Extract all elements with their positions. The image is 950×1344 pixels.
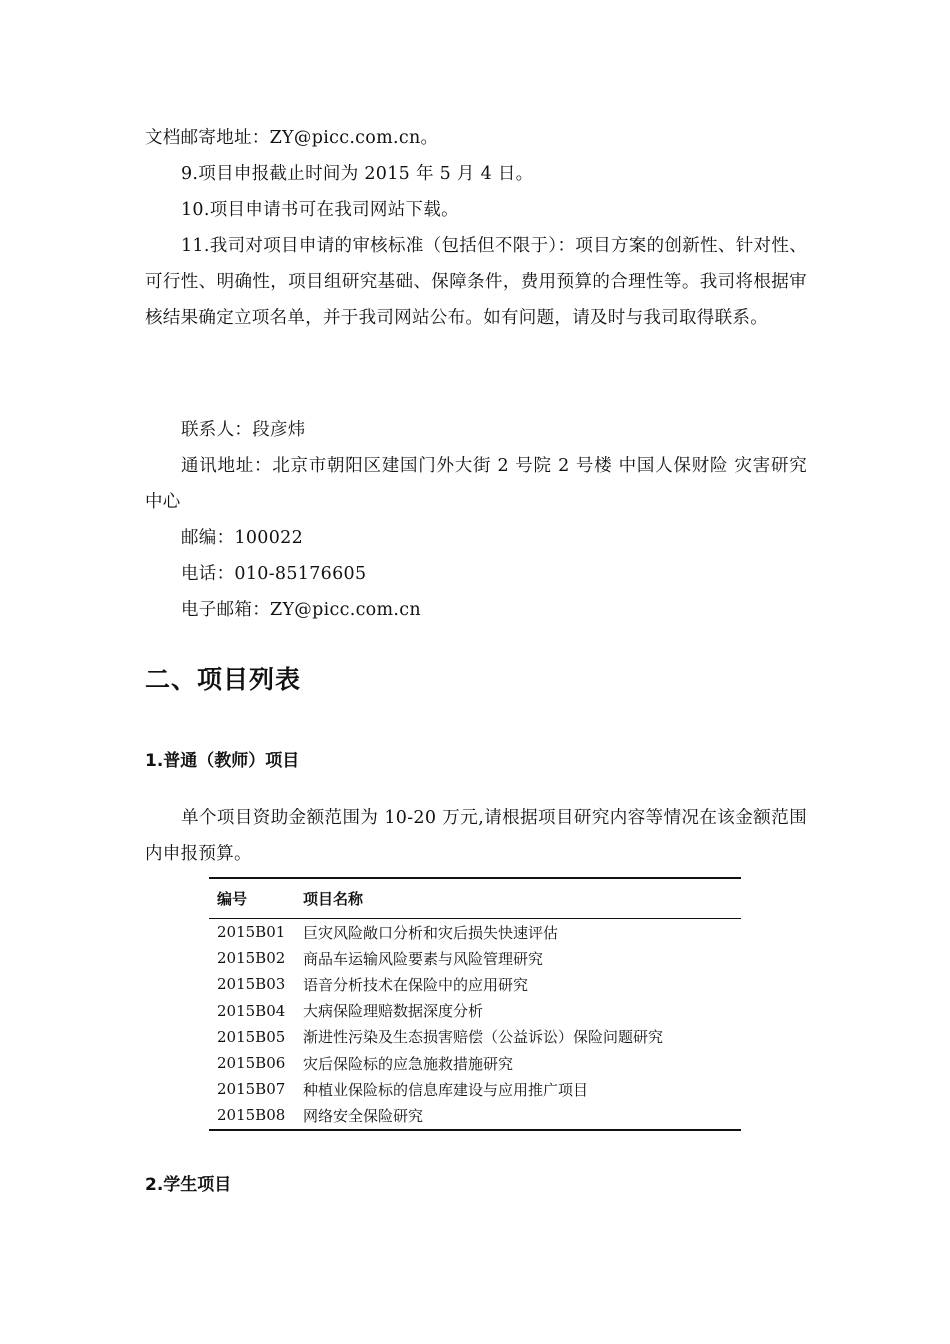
project-id: 2015B04	[217, 1001, 286, 1020]
table-row	[209, 1076, 741, 1102]
project-name: 灾后保险标的应急施救措施研究	[303, 1054, 514, 1073]
table-row	[209, 945, 741, 971]
project-name: 渐进性污染及生态损害赔偿（公益诉讼）保险问题研究	[303, 1028, 664, 1047]
item-11-review-criteria: 11.我司对项目申请的审核标准（包括但不限于）：项目方案的创新性、针对性、可行性、明确性，项目组研究基础、保障条件，费用预算的合理性等。我司将根据审核结果确定立项名单，并于我司网站公布。如有问题，请及时与我司取得联系。	[145, 236, 807, 328]
contact-email: 电子邮箱：ZY@picc.com.cn	[181, 600, 421, 620]
project-id: 2015B03	[217, 975, 286, 994]
table-row	[209, 1050, 741, 1076]
project-name: 大病保险理赔数据深度分析	[303, 1002, 484, 1021]
project-id: 2015B06	[217, 1054, 286, 1073]
project-id: 2015B05	[217, 1027, 286, 1046]
subsection-title-student-projects: 2.学生项目	[145, 1175, 232, 1195]
section-title-project-list: 二、项目列表	[145, 665, 302, 694]
column-header-name: 项目名称	[295, 878, 741, 919]
column-header-id: 编号	[209, 878, 295, 919]
table-row	[209, 919, 741, 946]
table-row	[209, 971, 741, 997]
project-name: 语音分析技术在保险中的应用研究	[303, 975, 529, 994]
project-id: 2015B02	[217, 949, 286, 968]
table-row	[209, 1024, 741, 1050]
funding-range-description: 单个项目资助金额范围为 10-20 万元,请根据项目研究内容等情况在该金额范围内申报预算。	[145, 808, 807, 864]
contact-person: 联系人：段彦炜	[181, 420, 306, 440]
item-10-download: 10.项目申请书可在我司网站下载。	[181, 200, 459, 220]
project-table	[209, 877, 741, 1131]
project-id: 2015B07	[217, 1080, 286, 1099]
email-address-line: 文档邮寄地址：ZY@picc.com.cn。	[145, 128, 439, 148]
subsection-title-teacher-projects: 1.普通（教师）项目	[145, 751, 300, 771]
table-row	[209, 998, 741, 1024]
project-name: 网络安全保险研究	[295, 1102, 741, 1129]
item-9-deadline: 9.项目申报截止时间为 2015 年 5 月 4 日。	[181, 164, 534, 184]
table-header-row	[209, 878, 741, 919]
table-row	[209, 1102, 741, 1129]
project-name: 商品车运输风险要素与风险管理研究	[303, 949, 544, 968]
project-name: 种植业保险标的信息库建设与应用推广项目	[303, 1080, 589, 1099]
project-name: 巨灾风险敞口分析和灾后损失快速评估	[303, 923, 559, 942]
project-id: 2015B08	[209, 1102, 295, 1129]
contact-postcode: 邮编：100022	[181, 528, 304, 548]
contact-address: 通讯地址：北京市朝阳区建国门外大街 2 号院 2 号楼 中国人保财险 灾害研究中心	[145, 456, 807, 512]
project-id: 2015B01	[217, 923, 286, 942]
contact-phone: 电话：010-85176605	[181, 564, 367, 584]
